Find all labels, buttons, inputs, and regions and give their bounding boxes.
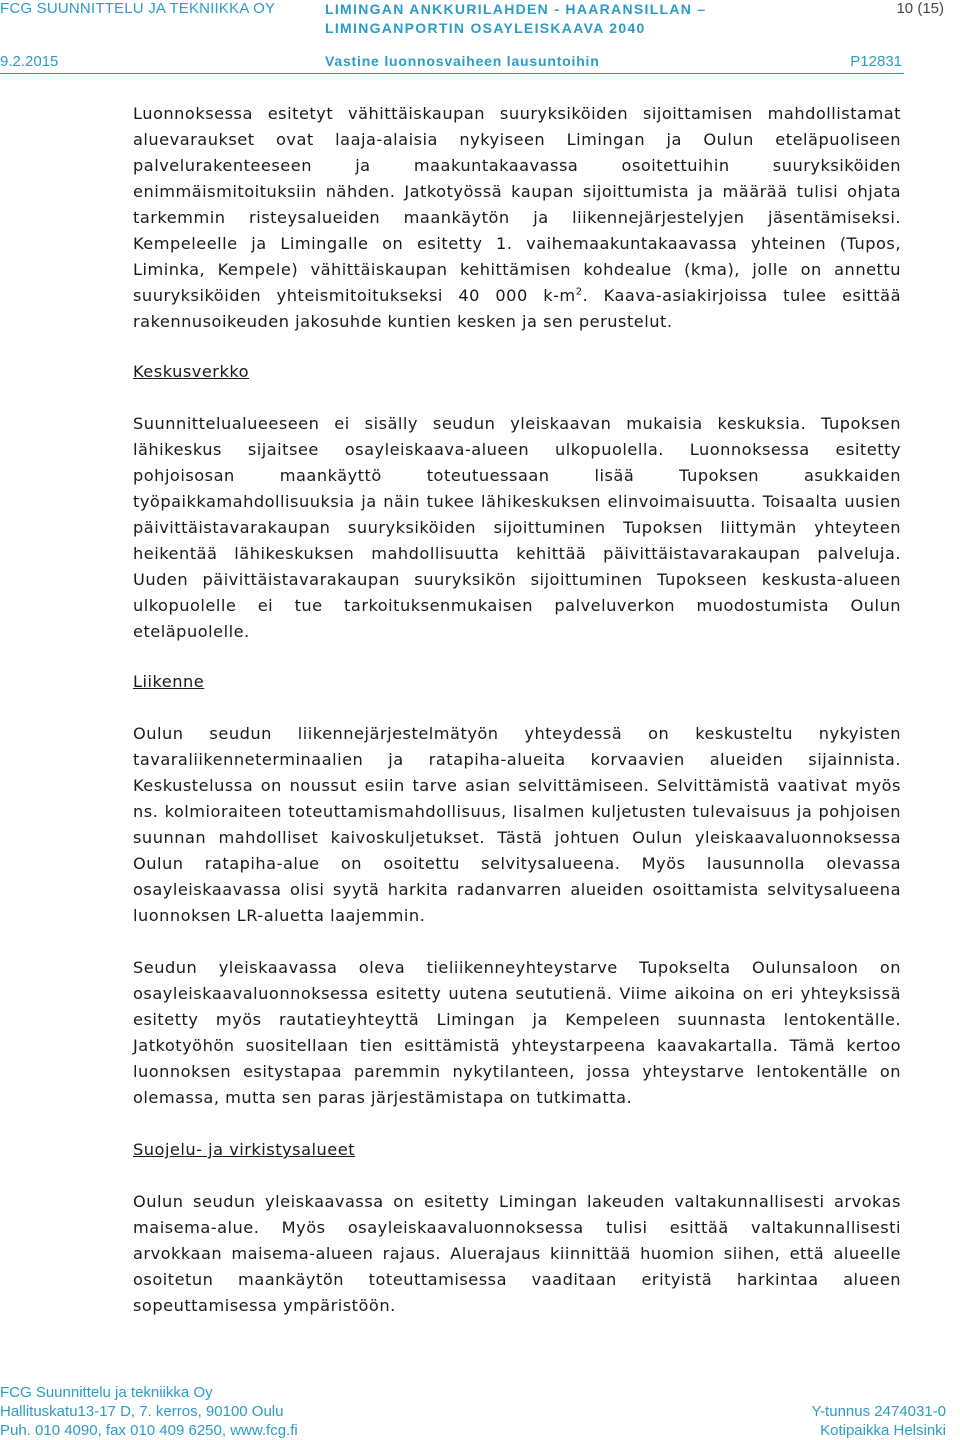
footer-contact-block <box>0 1383 298 1440</box>
liikenne-paragraph-1: Oulun seudun liikennejärjestelmätyön yhteydessä on keskusteltu nykyisten tavaraliikenneterminaalien ja ratapiha-alueita korvaavien alueiden sijainnista. Keskustelussa on noussut esiin tarve asian selvittämiseen. Selvittämistä vaativat myös ns. kolmioraiteen toteuttamismahdollisuus, Iisalmen kuljetusten tulevaisuus ja pohjoisen suunnan mahdolliset kaivoskuljetukset. Tästä johtuen Oulun yleiskaavaluonnoksessa Oulun ratapiha-alue on osoitettu selvitysalueena. Myös lausunnolla olevassa osayleiskaavassa olisi syytä harkita radanvarren alueiden osoittamista selvitysalueena luonnoksen LR-aluetta laajemmin. <box>133 724 901 925</box>
footer-company: FCG Suunnittelu ja tekniikka Oy <box>0 1384 213 1401</box>
header-project-line1: LIMINGAN ANKKURILAHDEN - HAARANSILLAN – <box>325 1 707 17</box>
intro-text: Luonnoksessa esitetyt vähittäiskaupan suuryksiköiden sijoittamisen mahdollistamat aluevaraukset ovat laaja-alaisia nykyiseen Limingan ja Oulun eteläpuoliseen palvelurakenteeseen ja maakuntakaavassa osoitettuihin suuryksiköiden enimmäismitoituksiin nähden. Jatkotyössä kaupan sijoittumista ja määrää tulisi ohjata tarkemmin risteysalueiden maankäytön ja liikennejärjestelyjen jäsentämiseksi. Kempeleelle ja Limingalle on esitetty 1. vaihemaakuntakaavassa yhteinen (Tupos, Liminka, Kempele) vähittäiskaupan kehittämisen kohdealue (kma), jolle on annettu suuryksiköiden yhteismitoitukseksi 40 000 k-m <box>133 104 901 305</box>
intro-paragraph <box>133 101 901 335</box>
document-date: 9.2.2015 <box>0 53 59 70</box>
header-company: FCG SUUNNITTELU JA TEKNIIKKA OY <box>0 0 276 17</box>
intro-text-end: . Kaava-asiakirjoissa tulee esittää rakennusoikeuden jakosuhde kuntien kesken ja sen perustelut. <box>133 286 901 331</box>
section-heading-keskusverkko: Keskusverkko <box>133 362 250 381</box>
project-code: P12831 <box>850 53 902 70</box>
section-heading-suojelu: Suojelu- ja virkistysalueet <box>133 1140 356 1159</box>
footer-contact: Puh. 010 4090, fax 010 409 6250, www.fcg.fi <box>0 1422 298 1439</box>
footer-address: Hallituskatu13-17 D, 7. kerros, 90100 Oulu <box>0 1403 284 1420</box>
document-title: Vastine luonnosvaiheen lausuntoihin <box>325 53 600 69</box>
footer-domicile: Kotipaikka Helsinki <box>820 1422 946 1439</box>
header-project-title <box>325 0 707 38</box>
footer-business-id: Y-tunnus 2474031-0 <box>811 1403 946 1420</box>
page-header <box>0 0 960 74</box>
footer-registration-block <box>811 1402 946 1440</box>
liikenne-paragraph-2: Seudun yleiskaavassa oleva tieliikenneyhteystarve Tupokselta Oulunsaloon on osayleiskaavaluonnoksessa esitetty uutena seututienä. Viime aikoina on eri yhteyksissä esitetty myös rautatieyhteyttä Limingan ja Kempeleen suunnasta lentokentälle. Jatkotyöhön suositellaan tien esittämistä yhteystarpeena kaavakartalla. Tämä kertoo luonnoksen esitystapaa paremmin nykytilanteen, jossa yhteystarve lentokentälle on olemassa, mutta sen paras järjestämistapa on tutkimatta. <box>133 958 901 1107</box>
header-divider <box>0 73 904 74</box>
document-body <box>133 101 901 1319</box>
unit-superscript: 2 <box>575 286 583 298</box>
section-heading-liikenne: Liikenne <box>133 672 205 691</box>
page-number: 10 (15) <box>896 0 944 17</box>
header-project-line2: LIMINGANPORTIN OSAYLEISKAAVA 2040 <box>325 20 646 36</box>
page-footer <box>0 1383 960 1438</box>
keskusverkko-paragraph: Suunnittelualueeseen ei sisälly seudun yleiskaavan mukaisia keskuksia. Tupoksen lähikeskus sijaitsee osayleiskaava-alueen ulkopuolella. Luonnoksessa esitetty pohjoisosan maankäyttö toteutuessaan lisää Tupoksen asukkaiden työpaikkamahdollisuuksia ja näin tukee lähikeskuksen elinvoimaisuutta. Toisaalta uusien päivittäistavarakaupan suuryksiköiden sijoittuminen Tupoksen liittymän yhteyteen heikentää lähikeskuksen mahdollisuutta kehittää päivittäistavarakaupan palveluja. Uuden päivittäistavarakaupan suuryksikön sijoittuminen Tupokseen keskusta-alueen ulkopuolelle ei tue tarkoituksenmukaisen palveluverkon muodostumista Oulun eteläpuolelle. <box>133 414 901 641</box>
suojelu-paragraph: Oulun seudun yleiskaavassa on esitetty Limingan lakeuden valtakunnallisesti arvokas maisema-alue. Myös osayleiskaavaluonnoksessa tulisi esittää valtakunnallisesti arvokkaan maisema-alueen rajaus. Aluerajaus kiinnittää huomion siihen, että alueelle osoitetun maankäytön toteuttamisessa vaaditaan erityistä harkintaa alueen sopeuttamisessa ympäristöön. <box>133 1192 901 1315</box>
